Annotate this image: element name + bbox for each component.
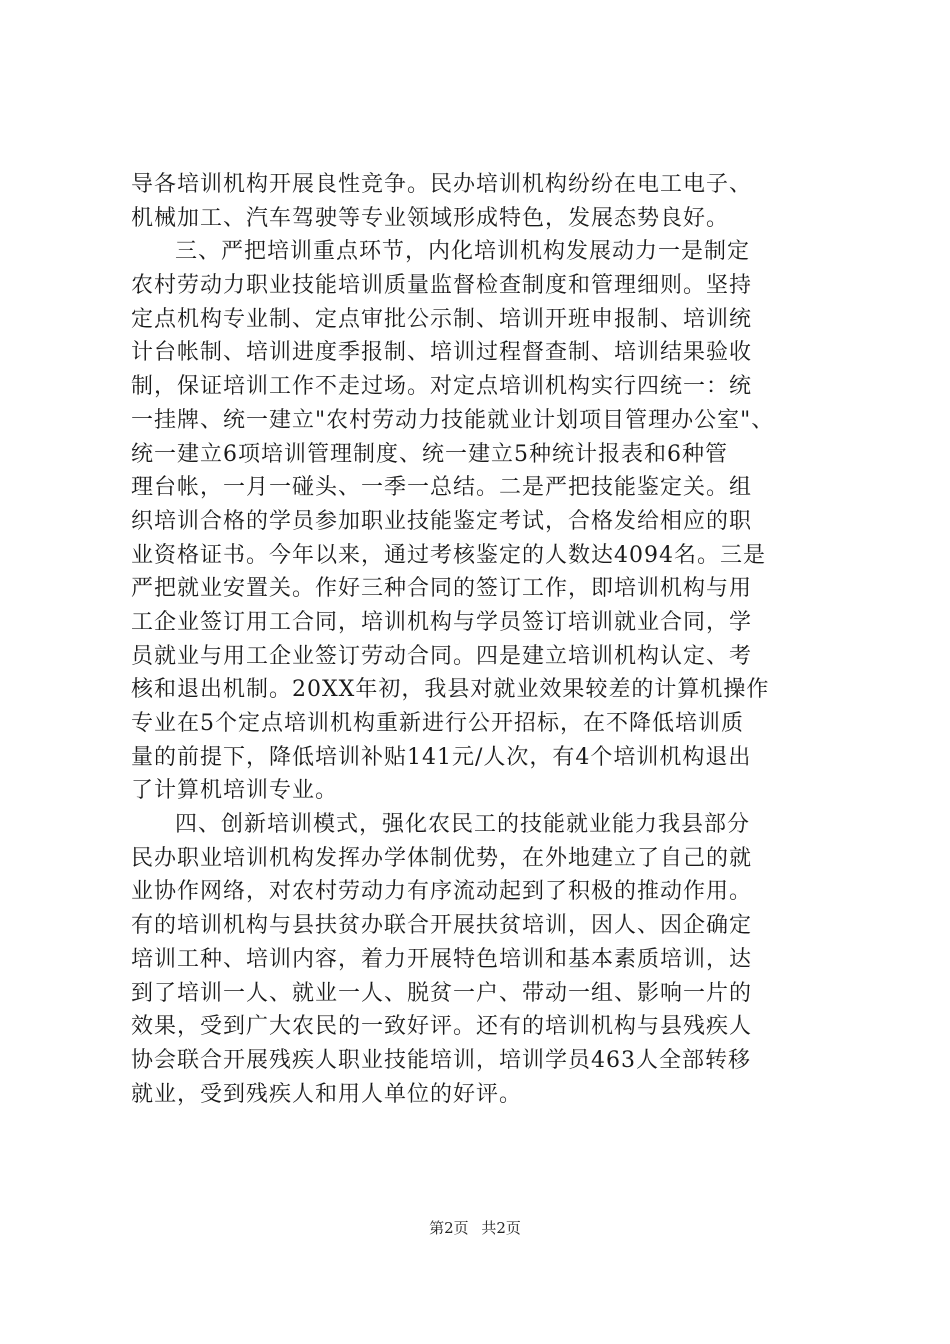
text-line: 协会联合开展残疾人职业技能培训，培训学员463人全部转移	[131, 1047, 751, 1073]
text-line: 员就业与用工企业签订劳动合同。四是建立培训机构认定、考	[131, 643, 753, 669]
text-line: 业资格证书。今年以来，通过考核鉴定的人数达4094名。三是	[131, 542, 766, 568]
text-line: 核和退出机制。20XX年初，我县对就业效果较差的计算机操作	[131, 677, 770, 703]
text-line: 了计算机培训专业。	[131, 778, 339, 804]
text-line: 统一建立6项培训管理制度、统一建立5种统计报表和6种管	[131, 441, 728, 467]
text-line: 有的培训机构与县扶贫办联合开展扶贫培训，因人、因企确定	[131, 913, 753, 939]
text-line: 到了培训一人、就业一人、脱贫一户、带动一组、影响一片的	[131, 980, 753, 1006]
page-total: 共2页	[481, 1219, 521, 1237]
text-line: 农村劳动力职业技能培训质量监督检查制度和管理细则。坚持	[131, 273, 753, 299]
text-line: 理台帐，一月一碰头、一季一总结。二是严把技能鉴定关。组	[131, 475, 753, 501]
text-line: 导各培训机构开展良性竞争。民办培训机构纷纷在电工电子、	[131, 172, 753, 197]
text-line: 严把就业安置关。作好三种合同的签订工作，即培训机构与用	[131, 576, 753, 602]
text-line: 专业在5个定点培训机构重新进行公开招标，在不降低培训质	[131, 711, 744, 736]
text-line: 织培训合格的学员参加职业技能鉴定考试，合格发给相应的职	[131, 508, 753, 534]
text-line: 效果，受到广大农民的一致好评。还有的培训机构与县残疾人	[131, 1014, 753, 1040]
text-line: 机械加工、汽车驾驶等专业领域形成特色，发展态势良好。	[131, 205, 730, 231]
text-line: 定点机构专业制、定点审批公示制、培训开班申报制、培训统	[131, 306, 753, 332]
text-line: 培训工种、培训内容，着力开展特色培训和基本素质培训，达	[131, 946, 753, 972]
text-line: 计台帐制、培训进度季报制、培训过程督查制、培训结果验收	[131, 340, 753, 366]
text-line: 民办职业培训机构发挥办学体制优势，在外地建立了自己的就	[131, 845, 753, 871]
section-heading-line: 三、严把培训重点环节，内化培训机构发展动力一是制定	[175, 239, 751, 265]
document-body	[131, 168, 831, 1111]
text-line: 量的前提下，降低培训补贴141元/人次，有4个培训机构退出	[131, 744, 752, 770]
text-line: 一挂牌、统一建立"农村劳动力技能就业计划项目管理办公室"、	[131, 407, 775, 433]
section-heading-line: 四、创新培训模式，强化农民工的技能就业能力我县部分	[175, 812, 751, 838]
page-number: 第2页	[429, 1219, 469, 1237]
text-line: 工企业签订用工合同，培训机构与学员签订培训就业合同，学	[131, 609, 753, 635]
text-line: 制，保证培训工作不走过场。对定点培训机构实行四统一：统	[131, 374, 753, 400]
text-line: 就业，受到残疾人和用人单位的好评。	[131, 1081, 523, 1107]
page-footer	[0, 1218, 950, 1238]
text-line: 业协作网络，对农村劳动力有序流动起到了积极的推动作用。	[131, 879, 753, 905]
